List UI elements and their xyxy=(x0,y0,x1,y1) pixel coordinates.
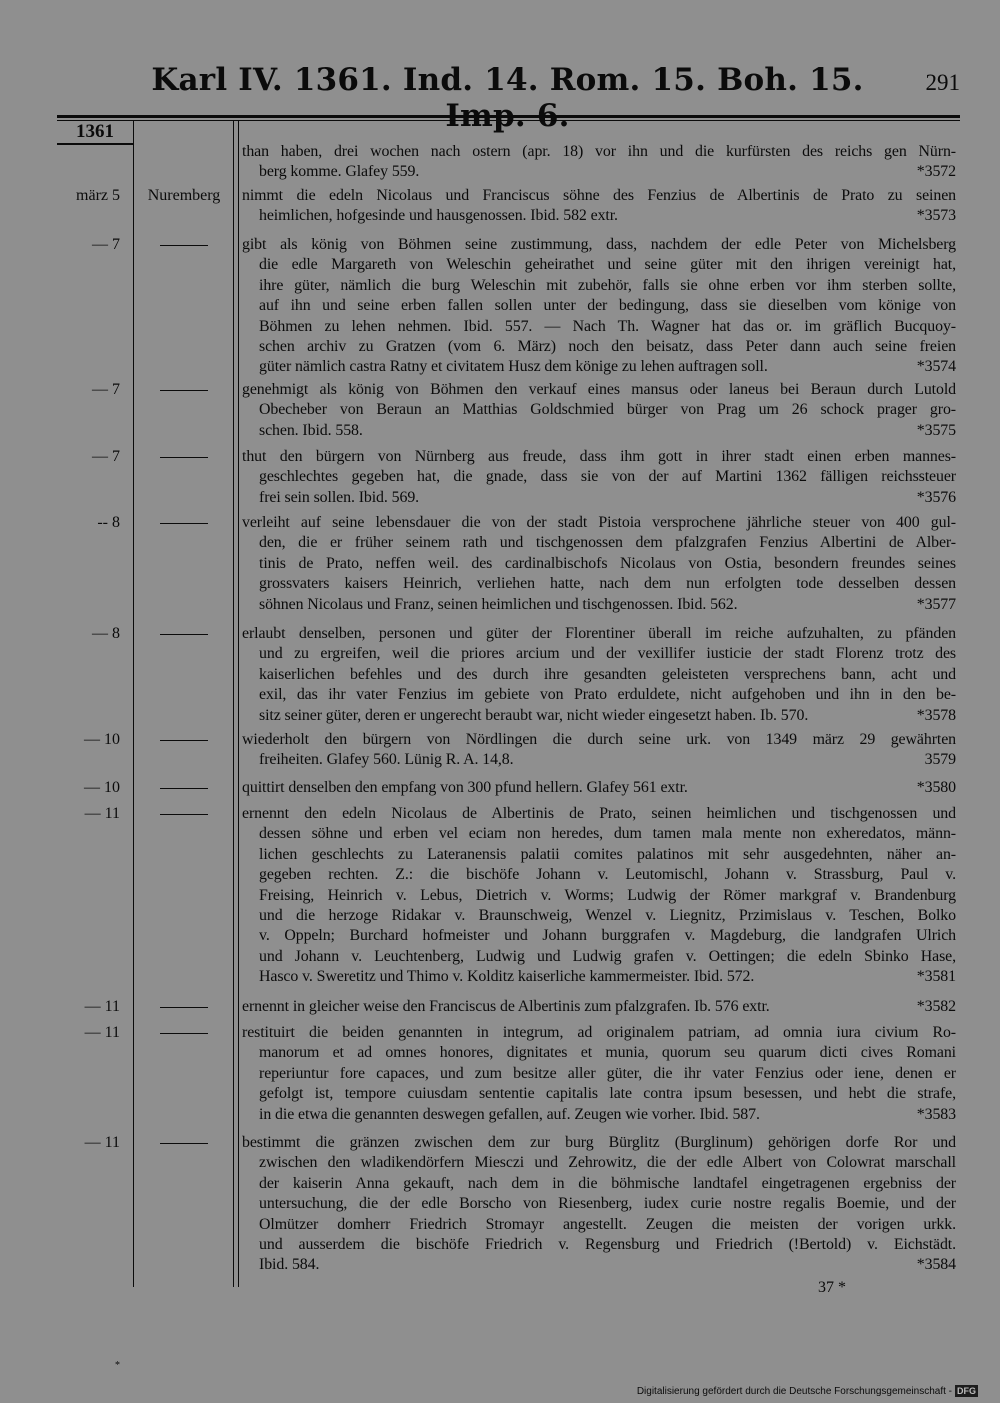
page-number: 291 xyxy=(925,70,960,95)
entry-line: dessen söhne und erben vel eciam non heredes, dum tamen mala mente non exheredatos, männ- xyxy=(259,825,956,843)
entry-line: ernennt in gleicher weise den Franciscus de Albertinis zum pfalzgrafen. Ib. 576 extr. *3582 xyxy=(242,997,956,1017)
regest-number: *3583 xyxy=(916,1105,956,1123)
entry-line: restituirt die beiden genannten in integrum, ad originalem patriam, ad omnia iura civium Ro- xyxy=(242,1024,956,1041)
entry-line: auf ihn und seine erben fallen sollen unter der bedingung, dass sie dieselben vom könige von xyxy=(259,297,956,315)
ditto-dash xyxy=(160,1033,208,1034)
entry-line: lichen geschlechts zu Lateranensis palatii comites palatinos mit sehr ausgedehnten, näher an- xyxy=(259,845,956,863)
entry-line: frei sein sollen. Ibid. 569. *3576 xyxy=(242,488,956,508)
entry-date: — 11 xyxy=(84,805,120,822)
entry-line: heimlichen, hofgesinde und hausgenossen. Ibid. 582 extr. *3573 xyxy=(242,206,956,226)
entry-place: Nuremberg xyxy=(147,187,221,204)
entry-line: verleiht auf seine lebensdauer die von der stadt Pistoia versprochene jährliche steuer von 400 gul- xyxy=(242,514,956,531)
regest-number: *3574 xyxy=(916,358,956,376)
regest-number: *3575 xyxy=(916,421,956,439)
regest-number: *3577 xyxy=(916,595,956,613)
regest-number: *3573 xyxy=(916,207,956,225)
ditto-dash xyxy=(160,634,208,635)
ditto-dash xyxy=(160,390,208,391)
entry-line: den, die er früher seinem rath und tischgenossen dem pfalzgrafen Fenzius Albertini de Alber- xyxy=(259,534,956,552)
entry-place xyxy=(138,804,230,824)
entry-line: zwischen den wladikendörfern Miesczi und Zehrowitz, die der edle Albert von Colowrat marschall xyxy=(259,1154,956,1172)
column-rule-text xyxy=(238,121,239,1287)
digitization-credit xyxy=(637,1385,978,1397)
entry-line: reperiuntur fore capaces, und zum besitze aller güter, die ihr vater Fenzius oder iene, denen er xyxy=(259,1064,956,1082)
regest-number: *3584 xyxy=(916,1256,956,1274)
entry-line: gibt als könig von Böhmen seine zustimmung, dass, nachdem der edle Peter von Michelsberg xyxy=(242,236,956,253)
entry-line: Böhmen zu lehen nehmen. Ibid. 557. — Nach Th. Wagner hat das or. im gräflich Bucquoy- xyxy=(259,317,956,335)
entry-line: kaiserlichen befehles und des durch ihre gesandten geleisteten versprechens bann, acht und xyxy=(259,665,956,683)
ditto-dash xyxy=(160,1143,208,1144)
ditto-dash xyxy=(160,1007,208,1008)
column-rule-place xyxy=(233,121,234,1287)
regest-number: *3578 xyxy=(916,706,956,724)
year-label: 1361 xyxy=(57,121,133,145)
entry-text xyxy=(242,235,956,378)
entry-line: exil, das ihr vater Fenzius im gebiete von Prato erduldete, nicht aufgehoben und ihn in den be- xyxy=(259,686,956,704)
entry-place xyxy=(138,1023,230,1043)
entry-line: ihre güter, nämlich die burg Weleschin mit zubehör, falls sie ohne erben vor ihm sterben sollte, xyxy=(259,276,956,294)
regest-number: *3581 xyxy=(916,968,956,986)
entry-date: — 7 xyxy=(92,236,120,253)
entry-line: ernennt den edeln Nicolaus de Albertinis de Prato, seinen heimlichen und tischgenossen und xyxy=(242,805,956,822)
entry-text xyxy=(242,142,956,183)
header-rule xyxy=(57,115,960,121)
entry-line: güter nämlich castra Ratny et civitatem Husz dem könige zu lehen auftragen soll. *3574 xyxy=(242,357,956,377)
entry-line: tinis de Prato, neffen weil. des cardinalbischofs Nicolaus von Ostia, besondern freundes seines xyxy=(259,554,956,572)
entry-line: grossvaters kaisers Heinrich, verliehen hatte, nach dem nun erfolgten tode desselben dessen xyxy=(259,575,956,593)
regest-number: *3572 xyxy=(916,163,956,181)
entry-line: erlaubt denselben, personen und güter der Florentiner überall im reiche aufzuhalten, zu pfänden xyxy=(242,625,956,642)
entry-place xyxy=(138,513,230,533)
entry-line: bestimmt die gränzen zwischen dem zur burg Bürglitz (Burglinum) gehörigen dorfe Ror und xyxy=(242,1134,956,1151)
entry-text xyxy=(242,778,956,798)
entry-line: die edle Margareth von Weleschin geheirathet und seine güter mit den ihrigen vereinigt hat, xyxy=(259,256,956,274)
entry-place xyxy=(138,447,230,467)
regest-number: *3576 xyxy=(916,488,956,506)
ditto-dash xyxy=(160,523,208,524)
stray-mark: * xyxy=(115,1360,120,1371)
entry-line: untersuchung, die der edle Borscho von Riesenberg, iudex curie nostre regalis Boemie, und der xyxy=(259,1195,956,1213)
regest-number: *3582 xyxy=(916,998,956,1015)
ditto-dash xyxy=(160,457,208,458)
entry-text xyxy=(242,380,956,441)
signature-mark: 37 * xyxy=(818,1279,846,1296)
entry-place xyxy=(138,1133,230,1153)
entry-date: -- 8 xyxy=(97,514,120,531)
ditto-dash xyxy=(160,245,208,246)
entry-line: Olmützer domherr Friedrich Stromayr angestellt. Zeugen die meisten der vorigen urkk. xyxy=(259,1215,956,1233)
entry-line: sitz seiner güter, deren er ungerecht beraubt war, nicht wieder eingesetzt haben. Ib. 570. *3578 xyxy=(242,706,956,726)
entry-place xyxy=(138,997,230,1017)
entry-line: der kaiserin Anna gekauft, nach dem in die böhmische landtafel eingetragenen ergebniss der xyxy=(259,1174,956,1192)
entry-text xyxy=(242,730,956,771)
running-head: Karl IV. 1361. Ind. 14. Rom. 15. Boh. 15. Imp. 6. xyxy=(151,62,864,134)
entry-date: — 10 xyxy=(84,779,120,796)
entry-date: — 10 xyxy=(84,731,120,748)
entry-date: märz 5 xyxy=(76,187,120,204)
entry-line: söhnen Nicolaus und Franz, seinen heimlichen und tischgenossen. Ibid. 562. *3577 xyxy=(242,595,956,615)
entry-text xyxy=(242,186,956,227)
entry-line: quittirt denselben den empfang von 300 pfund hellern. Glafey 561 extr. *3580 xyxy=(242,778,956,798)
entry-date: — 11 xyxy=(84,1024,120,1041)
entry-text xyxy=(242,997,956,1017)
entry-line: thut den bürgern von Nürnberg aus freude, dass ihm gott in ihrer stadt einen erben mannes- xyxy=(242,448,956,465)
entry-line: schen. Ibid. 558. *3575 xyxy=(242,421,956,441)
entry-line: genehmigt als könig von Böhmen den verkauf eines mansus oder laneus bei Beraun durch Lutold xyxy=(242,381,956,398)
entry-line: v. Oppeln; Burchard hofmeister und Johann burggrafen v. Magdeburg, die landgrafen Ulrich xyxy=(259,927,956,945)
entry-line: gefolgt ist, tempore cuiusdam sententie capitalis late contra ipsum besessen, und hebt die strafe, xyxy=(259,1085,956,1103)
entry-text xyxy=(242,447,956,508)
entry-date: — 7 xyxy=(92,448,120,465)
entry-line: und die herzoge Ridakar v. Braunschweig, Wenzel v. Liegnitz, Przimislaus v. Teschen, Bolko xyxy=(259,907,956,925)
entry-date: — 8 xyxy=(92,625,120,642)
entry-date: — 7 xyxy=(92,381,120,398)
entry-line: in die etwa die genannten deswegen gefallen, auf. Zeugen wie vorher. Ibid. 587. *3583 xyxy=(242,1105,956,1125)
entry-text xyxy=(242,513,956,615)
entry-line: than haben, drei wochen nach ostern (apr. 18) vor ihn und die kurfürsten des reichs gen Nürn- xyxy=(242,143,956,160)
entry-line: Hasco v. Sweretitz und Thimo v. Kolditz kaiserliche kammermeister. Ibid. 572. *3581 xyxy=(242,967,956,987)
entry-text xyxy=(242,1133,956,1276)
regest-number: 3579 xyxy=(924,751,956,769)
entry-line: gegeben rechten. Z.: die bischöfe Johann v. Leutomischl, Johann v. Strassburg, Paul v. xyxy=(259,866,956,884)
entry-place xyxy=(138,624,230,644)
credit-text: Digitalisierung gefördert durch die Deutsche Forschungsgemeinschaft - xyxy=(636,1386,952,1397)
entry-line: Ibid. 584. *3584 xyxy=(242,1255,956,1275)
entry-text xyxy=(242,624,956,726)
regest-number: *3580 xyxy=(916,779,956,796)
entry-line: manorum et ad omnes honores, dignitates et munia, quorum seu quarum dicti cives Romani xyxy=(259,1044,956,1062)
column-rule-date xyxy=(133,121,134,1287)
ditto-dash xyxy=(160,788,208,789)
entry-line: freiheiten. Glafey 560. Lünig R. A. 14,8. 3579 xyxy=(242,750,956,770)
entry-line: schen archiv zu Gratzen (vom 6. März) noch den beisatz, dass Peter dann auch seine freien xyxy=(259,338,956,356)
entry-line: berg komme. Glafey 559. *3572 xyxy=(242,162,956,182)
entry-line: Obecheber von Beraun an Matthias Goldschmied bürger von Prag um 26 schock prager gro- xyxy=(259,401,956,419)
entry-date: — 11 xyxy=(84,1134,120,1151)
entry-date: — 11 xyxy=(84,998,120,1015)
entry-place xyxy=(138,778,230,798)
dfg-logo: DFG xyxy=(957,1386,976,1396)
entry-place xyxy=(138,235,230,255)
entry-text xyxy=(242,804,956,988)
page-header xyxy=(140,62,960,134)
entry-text xyxy=(242,1023,956,1125)
entry-line: nimmt die edeln Nicolaus und Franciscus söhne des Fenzius de Albertinis de Prato zu seinen xyxy=(242,187,956,204)
entry-line: Freising, Heinrich v. Lebus, Dietrich v. Worms; Ludwig der Römer markgraf v. Brandenburg xyxy=(259,886,956,904)
entry-line: und Johann v. Leuchtenberg, Ludwig und Ludwig grafen v. Oettingen; die edeln Sbinko Hase, xyxy=(259,947,956,965)
entry-line: geschlechtes gegeben hat, die gnade, dass sie von der auf Martini 1362 fälligen reichssteuer xyxy=(259,468,956,486)
entry-place xyxy=(138,380,230,400)
entry-line: und ausserdem die bischöfe Friedrich v. Regensburg und Friedrich (!Bertold) v. Eichstädt. xyxy=(259,1236,956,1254)
entry-line: und zu ergreifen, weil die priores arcium und der vexillifer iusticie der stadt Florenz trotz des xyxy=(259,645,956,663)
ditto-dash xyxy=(160,740,208,741)
entry-place xyxy=(138,730,230,750)
entry-line: wiederholt den bürgern von Nördlingen die durch seine urk. von 1349 märz 29 gewährten xyxy=(242,731,956,748)
ditto-dash xyxy=(160,814,208,815)
